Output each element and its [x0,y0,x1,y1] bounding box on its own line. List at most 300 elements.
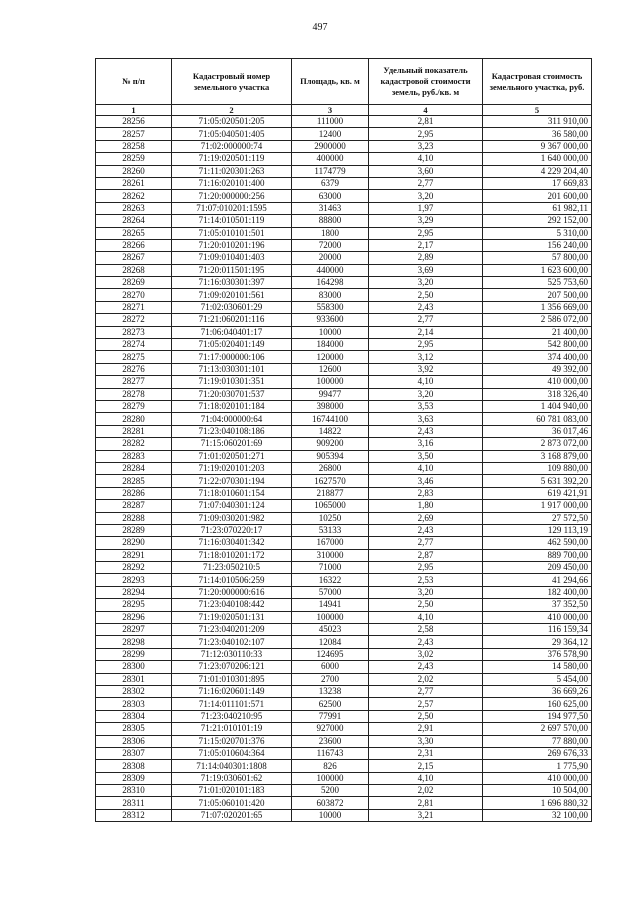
cadastral-cost-cell: 1 623 600,00 [483,264,592,276]
cadastral-cost-cell: 36 017,46 [483,425,592,437]
row-number-cell: 28270 [96,289,172,301]
area-cell: 603872 [292,797,369,809]
row-number-cell: 28295 [96,599,172,611]
cadastral-cost-cell: 269 676,33 [483,747,592,759]
cadastral-cost-cell: 2 586 072,00 [483,314,592,326]
area-cell: 400000 [292,153,369,165]
area-cell: 99477 [292,388,369,400]
cadastral-cost-cell: 4 229 204,40 [483,165,592,177]
row-number-cell: 28296 [96,611,172,623]
specific-value-cell: 2,91 [369,723,483,735]
table-row [96,153,592,165]
area-cell: 5200 [292,785,369,797]
cadastral-cost-cell: 1 775,90 [483,760,592,772]
cadastral-number-cell: 71:04:000000:64 [172,413,292,425]
table-row [96,723,592,735]
area-cell: 184000 [292,339,369,351]
specific-value-cell: 2,58 [369,624,483,636]
row-number-cell: 28263 [96,202,172,214]
row-number-cell: 28273 [96,326,172,338]
cadastral-cost-cell: 410 000,00 [483,376,592,388]
area-cell: 927000 [292,723,369,735]
specific-value-cell: 4,10 [369,376,483,388]
area-cell: 12600 [292,363,369,375]
table-header-row [96,59,592,105]
specific-value-cell: 4,10 [369,611,483,623]
cadastral-number-cell: 71:01:020101:183 [172,785,292,797]
cadastral-cost-cell: 1 356 669,00 [483,301,592,313]
cadastral-cost-cell: 109 880,00 [483,462,592,474]
row-number-cell: 28308 [96,760,172,772]
cadastral-number-cell: 71:09:020101:561 [172,289,292,301]
row-number-cell: 28279 [96,400,172,412]
table-row [96,809,592,821]
specific-value-cell: 2,95 [369,562,483,574]
table-row [96,747,592,759]
cadastral-number-cell: 71:05:020501:205 [172,116,292,128]
header-specific-value: Удельный показатель кадастровой стоимости земель, руб./кв. м [369,59,483,105]
area-cell: 124695 [292,648,369,660]
cadastral-number-cell: 71:11:020301:263 [172,165,292,177]
row-number-cell: 28288 [96,512,172,524]
cadastral-cost-cell: 10 504,00 [483,785,592,797]
specific-value-cell: 2,83 [369,487,483,499]
cadastral-cost-cell: 318 326,40 [483,388,592,400]
table-row [96,376,592,388]
cadastral-number-cell: 71:05:010101:501 [172,227,292,239]
cadastral-number-cell: 71:20:010201:196 [172,239,292,251]
specific-value-cell: 2,43 [369,661,483,673]
cadastral-value-table [95,58,592,822]
specific-value-cell: 2,95 [369,339,483,351]
cadastral-cost-cell: 2 873 072,00 [483,438,592,450]
cadastral-cost-cell: 5 454,00 [483,673,592,685]
table-row [96,400,592,412]
cadastral-cost-cell: 209 450,00 [483,562,592,574]
cadastral-number-cell: 71:23:070206:121 [172,661,292,673]
cadastral-cost-cell: 37 352,50 [483,599,592,611]
specific-value-cell: 3,21 [369,809,483,821]
table-row [96,549,592,561]
specific-value-cell: 3,46 [369,475,483,487]
cadastral-number-cell: 71:19:020101:203 [172,462,292,474]
table-row [96,388,592,400]
area-cell: 20000 [292,252,369,264]
row-number-cell: 28290 [96,537,172,549]
area-cell: 10250 [292,512,369,524]
row-number-cell: 28307 [96,747,172,759]
specific-value-cell: 3,29 [369,215,483,227]
row-number-cell: 28271 [96,301,172,313]
cadastral-cost-cell: 1 917 000,00 [483,500,592,512]
specific-value-cell: 3,69 [369,264,483,276]
area-cell: 100000 [292,772,369,784]
specific-value-cell: 4,10 [369,462,483,474]
area-cell: 13238 [292,685,369,697]
area-cell: 167000 [292,537,369,549]
cadastral-number-cell: 71:01:010301:895 [172,673,292,685]
cadastral-cost-cell: 5 631 392,20 [483,475,592,487]
cadastral-number-cell: 71:09:010401:403 [172,252,292,264]
row-number-cell: 28310 [96,785,172,797]
table-row [96,190,592,202]
area-cell: 71000 [292,562,369,574]
row-number-cell: 28258 [96,140,172,152]
specific-value-cell: 2,81 [369,116,483,128]
table-row [96,524,592,536]
row-number-cell: 28278 [96,388,172,400]
table-row [96,648,592,660]
specific-value-cell: 3,20 [369,586,483,598]
table-row [96,797,592,809]
row-number-cell: 28264 [96,215,172,227]
area-cell: 12400 [292,128,369,140]
cadastral-number-cell: 71:19:020501:131 [172,611,292,623]
cadastral-cost-cell: 14 580,00 [483,661,592,673]
table-row [96,177,592,189]
row-number-cell: 28277 [96,376,172,388]
row-number-cell: 28274 [96,339,172,351]
cadastral-number-cell: 71:20:000000:256 [172,190,292,202]
specific-value-cell: 3,92 [369,363,483,375]
cadastral-number-cell: 71:15:060201:69 [172,438,292,450]
specific-value-cell: 2,87 [369,549,483,561]
area-cell: 2900000 [292,140,369,152]
area-cell: 1065000 [292,500,369,512]
specific-value-cell: 3,53 [369,400,483,412]
table-row [96,227,592,239]
table-row [96,685,592,697]
cadastral-number-cell: 71:23:050210:5 [172,562,292,574]
specific-value-cell: 2,50 [369,599,483,611]
cadastral-number-cell: 71:19:030601:62 [172,772,292,784]
table-row [96,314,592,326]
column-number: 5 [483,105,592,116]
cadastral-cost-cell: 311 910,00 [483,116,592,128]
specific-value-cell: 2,14 [369,326,483,338]
row-number-cell: 28280 [96,413,172,425]
row-number-cell: 28259 [96,153,172,165]
row-number-cell: 28301 [96,673,172,685]
area-cell: 111000 [292,116,369,128]
specific-value-cell: 2,77 [369,537,483,549]
row-number-cell: 28293 [96,574,172,586]
cadastral-cost-cell: 462 590,00 [483,537,592,549]
specific-value-cell: 3,02 [369,648,483,660]
specific-value-cell: 2,43 [369,636,483,648]
cadastral-cost-cell: 160 625,00 [483,698,592,710]
cadastral-number-cell: 71:05:060101:420 [172,797,292,809]
area-cell: 440000 [292,264,369,276]
specific-value-cell: 3,12 [369,351,483,363]
cadastral-cost-cell: 374 400,00 [483,351,592,363]
row-number-cell: 28311 [96,797,172,809]
cadastral-number-cell: 71:15:020701:376 [172,735,292,747]
table-row [96,289,592,301]
cadastral-number-cell: 71:20:000000:616 [172,586,292,598]
cadastral-cost-cell: 49 392,00 [483,363,592,375]
cadastral-cost-cell: 410 000,00 [483,611,592,623]
table-row [96,326,592,338]
specific-value-cell: 2,77 [369,177,483,189]
row-number-cell: 28312 [96,809,172,821]
area-cell: 16744100 [292,413,369,425]
area-cell: 10000 [292,326,369,338]
specific-value-cell: 4,10 [369,772,483,784]
cadastral-number-cell: 71:12:030110:33 [172,648,292,660]
table-row [96,735,592,747]
row-number-cell: 28261 [96,177,172,189]
area-cell: 88800 [292,215,369,227]
specific-value-cell: 3,63 [369,413,483,425]
cadastral-cost-cell: 1 640 000,00 [483,153,592,165]
cadastral-cost-cell: 156 240,00 [483,239,592,251]
area-cell: 826 [292,760,369,772]
row-number-cell: 28281 [96,425,172,437]
cadastral-cost-cell: 1 696 880,32 [483,797,592,809]
cadastral-cost-cell: 207 500,00 [483,289,592,301]
cadastral-cost-cell: 17 669,83 [483,177,592,189]
table-row [96,475,592,487]
area-cell: 218877 [292,487,369,499]
cadastral-number-cell: 71:06:040401:17 [172,326,292,338]
cadastral-number-cell: 71:16:020101:400 [172,177,292,189]
area-cell: 100000 [292,611,369,623]
specific-value-cell: 2,95 [369,128,483,140]
specific-value-cell: 2,02 [369,673,483,685]
row-number-cell: 28266 [96,239,172,251]
cadastral-cost-cell: 36 580,00 [483,128,592,140]
table-row [96,760,592,772]
area-cell: 120000 [292,351,369,363]
area-cell: 116743 [292,747,369,759]
row-number-cell: 28260 [96,165,172,177]
cadastral-cost-cell: 116 159,34 [483,624,592,636]
table-row [96,116,592,128]
row-number-cell: 28268 [96,264,172,276]
specific-value-cell: 2,15 [369,760,483,772]
row-number-cell: 28309 [96,772,172,784]
cadastral-number-cell: 71:23:040201:209 [172,624,292,636]
row-number-cell: 28284 [96,462,172,474]
row-number-cell: 28276 [96,363,172,375]
row-number-cell: 28304 [96,710,172,722]
table-row [96,277,592,289]
area-cell: 905394 [292,450,369,462]
table-row [96,512,592,524]
table-row [96,301,592,313]
table-row [96,128,592,140]
cadastral-number-cell: 71:16:030301:397 [172,277,292,289]
area-cell: 909200 [292,438,369,450]
area-cell: 72000 [292,239,369,251]
row-number-cell: 28283 [96,450,172,462]
table-row [96,599,592,611]
row-number-cell: 28297 [96,624,172,636]
cadastral-cost-cell: 292 152,00 [483,215,592,227]
row-number-cell: 28299 [96,648,172,660]
table-row [96,202,592,214]
table-row [96,462,592,474]
cadastral-number-cell: 71:23:070220:17 [172,524,292,536]
cadastral-number-cell: 71:18:010601:154 [172,487,292,499]
column-number-row [96,105,592,116]
row-number-cell: 28262 [96,190,172,202]
specific-value-cell: 2,43 [369,425,483,437]
specific-value-cell: 2,43 [369,524,483,536]
table-row [96,586,592,598]
cadastral-cost-cell: 376 578,90 [483,648,592,660]
area-cell: 12084 [292,636,369,648]
area-cell: 23600 [292,735,369,747]
specific-value-cell: 2,02 [369,785,483,797]
area-cell: 310000 [292,549,369,561]
header-area: Площадь, кв. м [292,59,369,105]
table-row [96,574,592,586]
row-number-cell: 28272 [96,314,172,326]
table-row [96,413,592,425]
row-number-cell: 28306 [96,735,172,747]
cadastral-number-cell: 71:21:010101:19 [172,723,292,735]
area-cell: 398000 [292,400,369,412]
area-cell: 1174779 [292,165,369,177]
area-cell: 6379 [292,177,369,189]
row-number-cell: 28285 [96,475,172,487]
specific-value-cell: 2,77 [369,314,483,326]
cadastral-cost-cell: 542 800,00 [483,339,592,351]
specific-value-cell: 1,97 [369,202,483,214]
table-row [96,772,592,784]
cadastral-cost-cell: 57 800,00 [483,252,592,264]
column-number: 3 [292,105,369,116]
specific-value-cell: 1,80 [369,500,483,512]
specific-value-cell: 3,20 [369,277,483,289]
area-cell: 14822 [292,425,369,437]
row-number-cell: 28267 [96,252,172,264]
area-cell: 57000 [292,586,369,598]
area-cell: 53133 [292,524,369,536]
cadastral-number-cell: 71:07:040301:124 [172,500,292,512]
row-number-cell: 28256 [96,116,172,128]
cadastral-cost-cell: 41 294,66 [483,574,592,586]
column-number: 2 [172,105,292,116]
specific-value-cell: 2,50 [369,289,483,301]
area-cell: 62500 [292,698,369,710]
specific-value-cell: 2,57 [369,698,483,710]
cadastral-cost-cell: 129 113,19 [483,524,592,536]
area-cell: 1800 [292,227,369,239]
area-cell: 164298 [292,277,369,289]
row-number-cell: 28305 [96,723,172,735]
specific-value-cell: 2,77 [369,685,483,697]
table-row [96,611,592,623]
specific-value-cell: 3,23 [369,140,483,152]
cadastral-number-cell: 71:18:020101:184 [172,400,292,412]
cadastral-cost-cell: 61 982,11 [483,202,592,214]
column-number: 1 [96,105,172,116]
row-number-cell: 28292 [96,562,172,574]
cadastral-cost-cell: 29 364,12 [483,636,592,648]
row-number-cell: 28286 [96,487,172,499]
cadastral-number-cell: 71:07:020201:65 [172,809,292,821]
cadastral-number-cell: 71:16:030401:342 [172,537,292,549]
row-number-cell: 28289 [96,524,172,536]
cadastral-number-cell: 71:18:010201:172 [172,549,292,561]
row-number-cell: 28300 [96,661,172,673]
cadastral-number-cell: 71:05:010604:364 [172,747,292,759]
cadastral-number-cell: 71:23:040102:107 [172,636,292,648]
cadastral-number-cell: 71:22:070301:194 [172,475,292,487]
area-cell: 2700 [292,673,369,685]
cadastral-number-cell: 71:19:010301:351 [172,376,292,388]
cadastral-number-cell: 71:14:010506:259 [172,574,292,586]
specific-value-cell: 2,89 [369,252,483,264]
cadastral-number-cell: 71:09:030201:982 [172,512,292,524]
cadastral-number-cell: 71:23:040210:95 [172,710,292,722]
table-row [96,165,592,177]
header-cadastral-number: Кадастровый номер земельного участка [172,59,292,105]
row-number-cell: 28291 [96,549,172,561]
area-cell: 77991 [292,710,369,722]
table-row [96,562,592,574]
row-number-cell: 28265 [96,227,172,239]
row-number-cell: 28282 [96,438,172,450]
cadastral-cost-cell: 21 400,00 [483,326,592,338]
row-number-cell: 28303 [96,698,172,710]
cadastral-cost-cell: 60 781 083,00 [483,413,592,425]
header-cadastral-cost: Кадастровая стоимость земельного участка, руб. [483,59,592,105]
area-cell: 63000 [292,190,369,202]
specific-value-cell: 4,10 [369,153,483,165]
cadastral-number-cell: 71:14:040301:1808 [172,760,292,772]
table-row [96,425,592,437]
table-row [96,636,592,648]
cadastral-number-cell: 71:07:010201:1595 [172,202,292,214]
specific-value-cell: 2,95 [369,227,483,239]
area-cell: 14941 [292,599,369,611]
row-number-cell: 28257 [96,128,172,140]
area-cell: 10000 [292,809,369,821]
table-row [96,537,592,549]
cadastral-cost-cell: 36 669,26 [483,685,592,697]
cadastral-number-cell: 71:19:020501:119 [172,153,292,165]
cadastral-cost-cell: 201 600,00 [483,190,592,202]
table-row [96,438,592,450]
area-cell: 6000 [292,661,369,673]
table-row [96,239,592,251]
cadastral-cost-cell: 410 000,00 [483,772,592,784]
cadastral-cost-cell: 194 977,50 [483,710,592,722]
cadastral-number-cell: 71:14:010501:119 [172,215,292,227]
table-row [96,487,592,499]
cadastral-cost-cell: 77 880,00 [483,735,592,747]
specific-value-cell: 3,30 [369,735,483,747]
table-row [96,450,592,462]
cadastral-cost-cell: 182 400,00 [483,586,592,598]
table-row [96,363,592,375]
cadastral-number-cell: 71:05:040501:405 [172,128,292,140]
table-row [96,264,592,276]
cadastral-number-cell: 71:14:011101:571 [172,698,292,710]
cadastral-number-cell: 71:05:020401:149 [172,339,292,351]
specific-value-cell: 3,16 [369,438,483,450]
table-row [96,785,592,797]
column-number: 4 [369,105,483,116]
area-cell: 26800 [292,462,369,474]
specific-value-cell: 3,20 [369,190,483,202]
cadastral-cost-cell: 525 753,60 [483,277,592,289]
specific-value-cell: 3,20 [369,388,483,400]
